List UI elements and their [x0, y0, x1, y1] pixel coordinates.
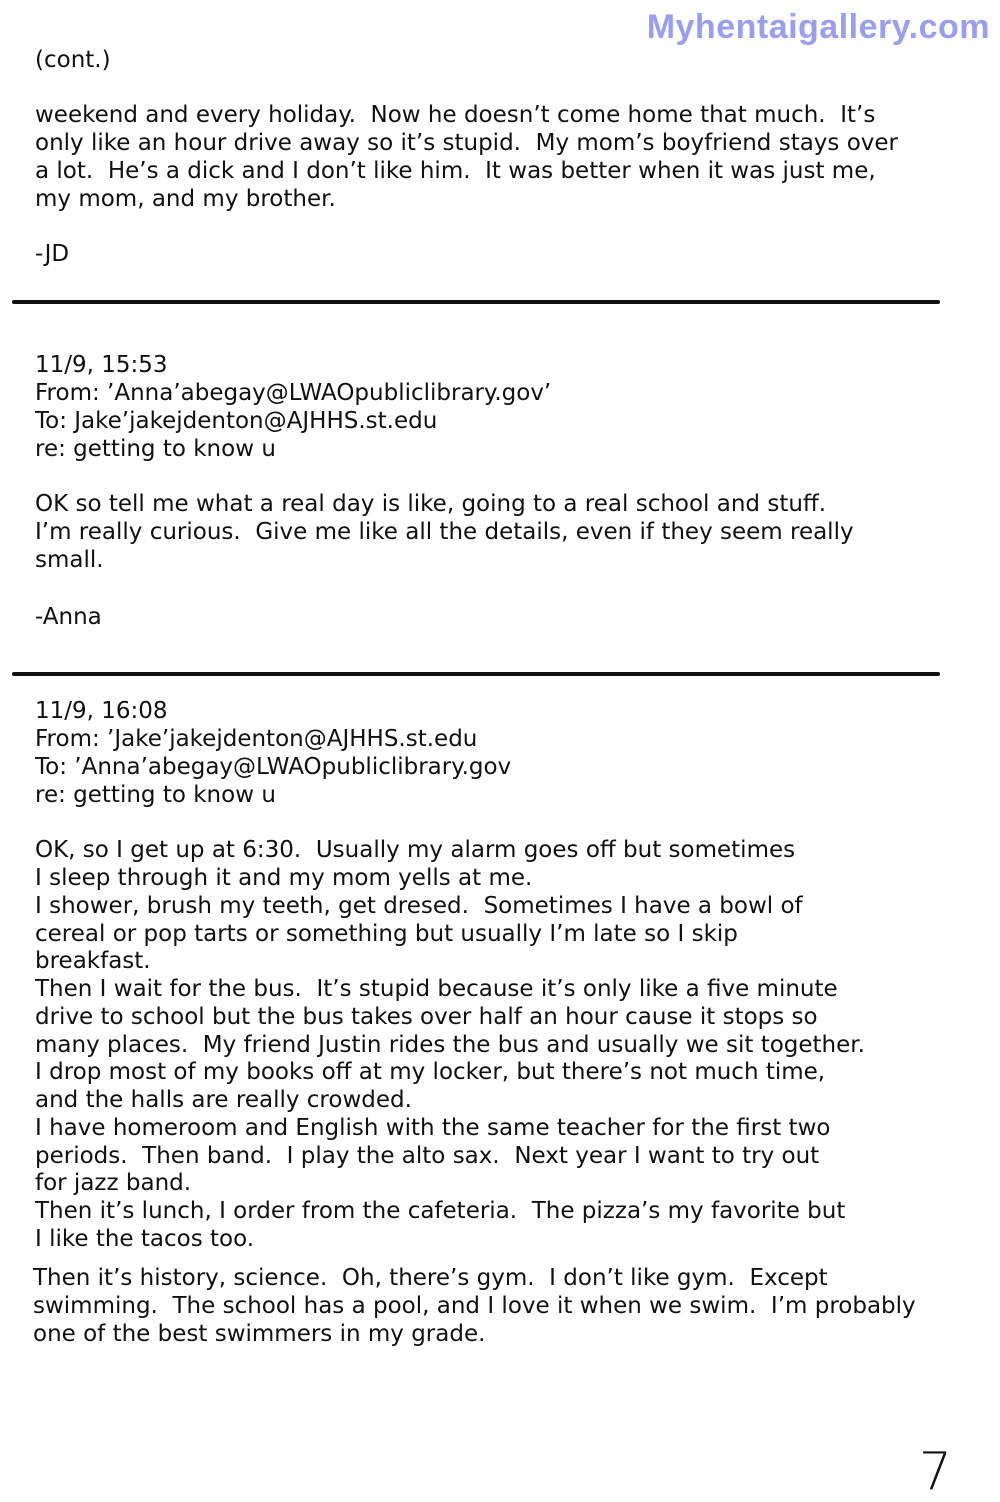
email-body-line: I have homeroom and English with the same teacher for the first two — [35, 1115, 831, 1141]
email-body-line: one of the best swimmers in my grade. — [33, 1321, 486, 1347]
email-body-line: periods. Then band. I play the alto sax. Next year I want to try out — [35, 1143, 820, 1169]
email-subject: re: getting to know u — [35, 436, 276, 462]
email-body-line: small. — [35, 547, 104, 573]
email-body-line: weekend and every holiday. Now he doesn’t come home that much. It’s — [35, 102, 876, 128]
email-body-line: and the halls are really crowded. — [35, 1087, 412, 1113]
email-signature: -Anna — [35, 604, 102, 630]
email-body-line: Then it’s history, science. Oh, there’s gym. I don’t like gym. Except — [33, 1265, 828, 1291]
email-signature: -JD — [35, 241, 70, 267]
email-body-line: my mom, and my brother. — [35, 186, 336, 212]
email-body-line: Then I wait for the bus. It’s stupid because it’s only like a five minute — [35, 976, 838, 1002]
email-subject: re: getting to know u — [35, 782, 276, 808]
email-body-line: breakfast. — [35, 948, 151, 974]
email-from: From: ’Anna’abegay@LWAOpubliclibrary.gov’ — [35, 380, 552, 406]
email-body-line: Then it’s lunch, I order from the cafeteria. The pizza’s my favorite but — [35, 1198, 846, 1224]
email-body-line: many places. My friend Justin rides the bus and usually we sit together. — [35, 1032, 865, 1058]
email-date: 11/9, 15:53 — [35, 352, 168, 378]
email-body-line: a lot. He’s a dick and I don’t like him. It was better when it was just me, — [35, 158, 876, 184]
email-date: 11/9, 16:08 — [35, 698, 168, 724]
email-body-line: I sleep through it and my mom yells at me. — [35, 865, 533, 891]
email-body-line: for jazz band. — [35, 1170, 192, 1196]
email-body-line: I like the tacos too. — [35, 1226, 255, 1252]
email-body-line: drive to school but the bus takes over half an hour cause it stops so — [35, 1004, 818, 1030]
email-body-line: OK so tell me what a real day is like, going to a real school and stuff. — [35, 491, 827, 517]
watermark: Myhentaigallery.com — [646, 8, 990, 46]
continued-label: (cont.) — [35, 47, 111, 73]
email-to: To: ’Anna’abegay@LWAOpubliclibrary.gov — [35, 754, 512, 780]
email-body-line: I’m really curious. Give me like all the details, even if they seem really — [35, 519, 854, 545]
email-body-line: swimming. The school has a pool, and I love it when we swim. I’m probably — [33, 1293, 916, 1319]
page-number: 7 — [918, 1442, 952, 1502]
email-from: From: ’Jake’jakejdenton@AJHHS.st.edu — [35, 726, 478, 752]
email-body-line: OK, so I get up at 6:30. Usually my alarm goes off but sometimes — [35, 837, 796, 863]
email-body-line: I shower, brush my teeth, get dresed. Sometimes I have a bowl of — [35, 893, 803, 919]
section-divider — [12, 300, 940, 304]
email-body-line: I drop most of my books off at my locker, but there’s not much time, — [35, 1059, 826, 1085]
email-body-line: cereal or pop tarts or something but usually I’m late so I skip — [35, 921, 738, 947]
email-to: To: Jake’jakejdenton@AJHHS.st.edu — [35, 408, 438, 434]
section-divider — [12, 672, 940, 676]
email-body-line: only like an hour drive away so it’s stupid. My mom’s boyfriend stays over — [35, 130, 899, 156]
